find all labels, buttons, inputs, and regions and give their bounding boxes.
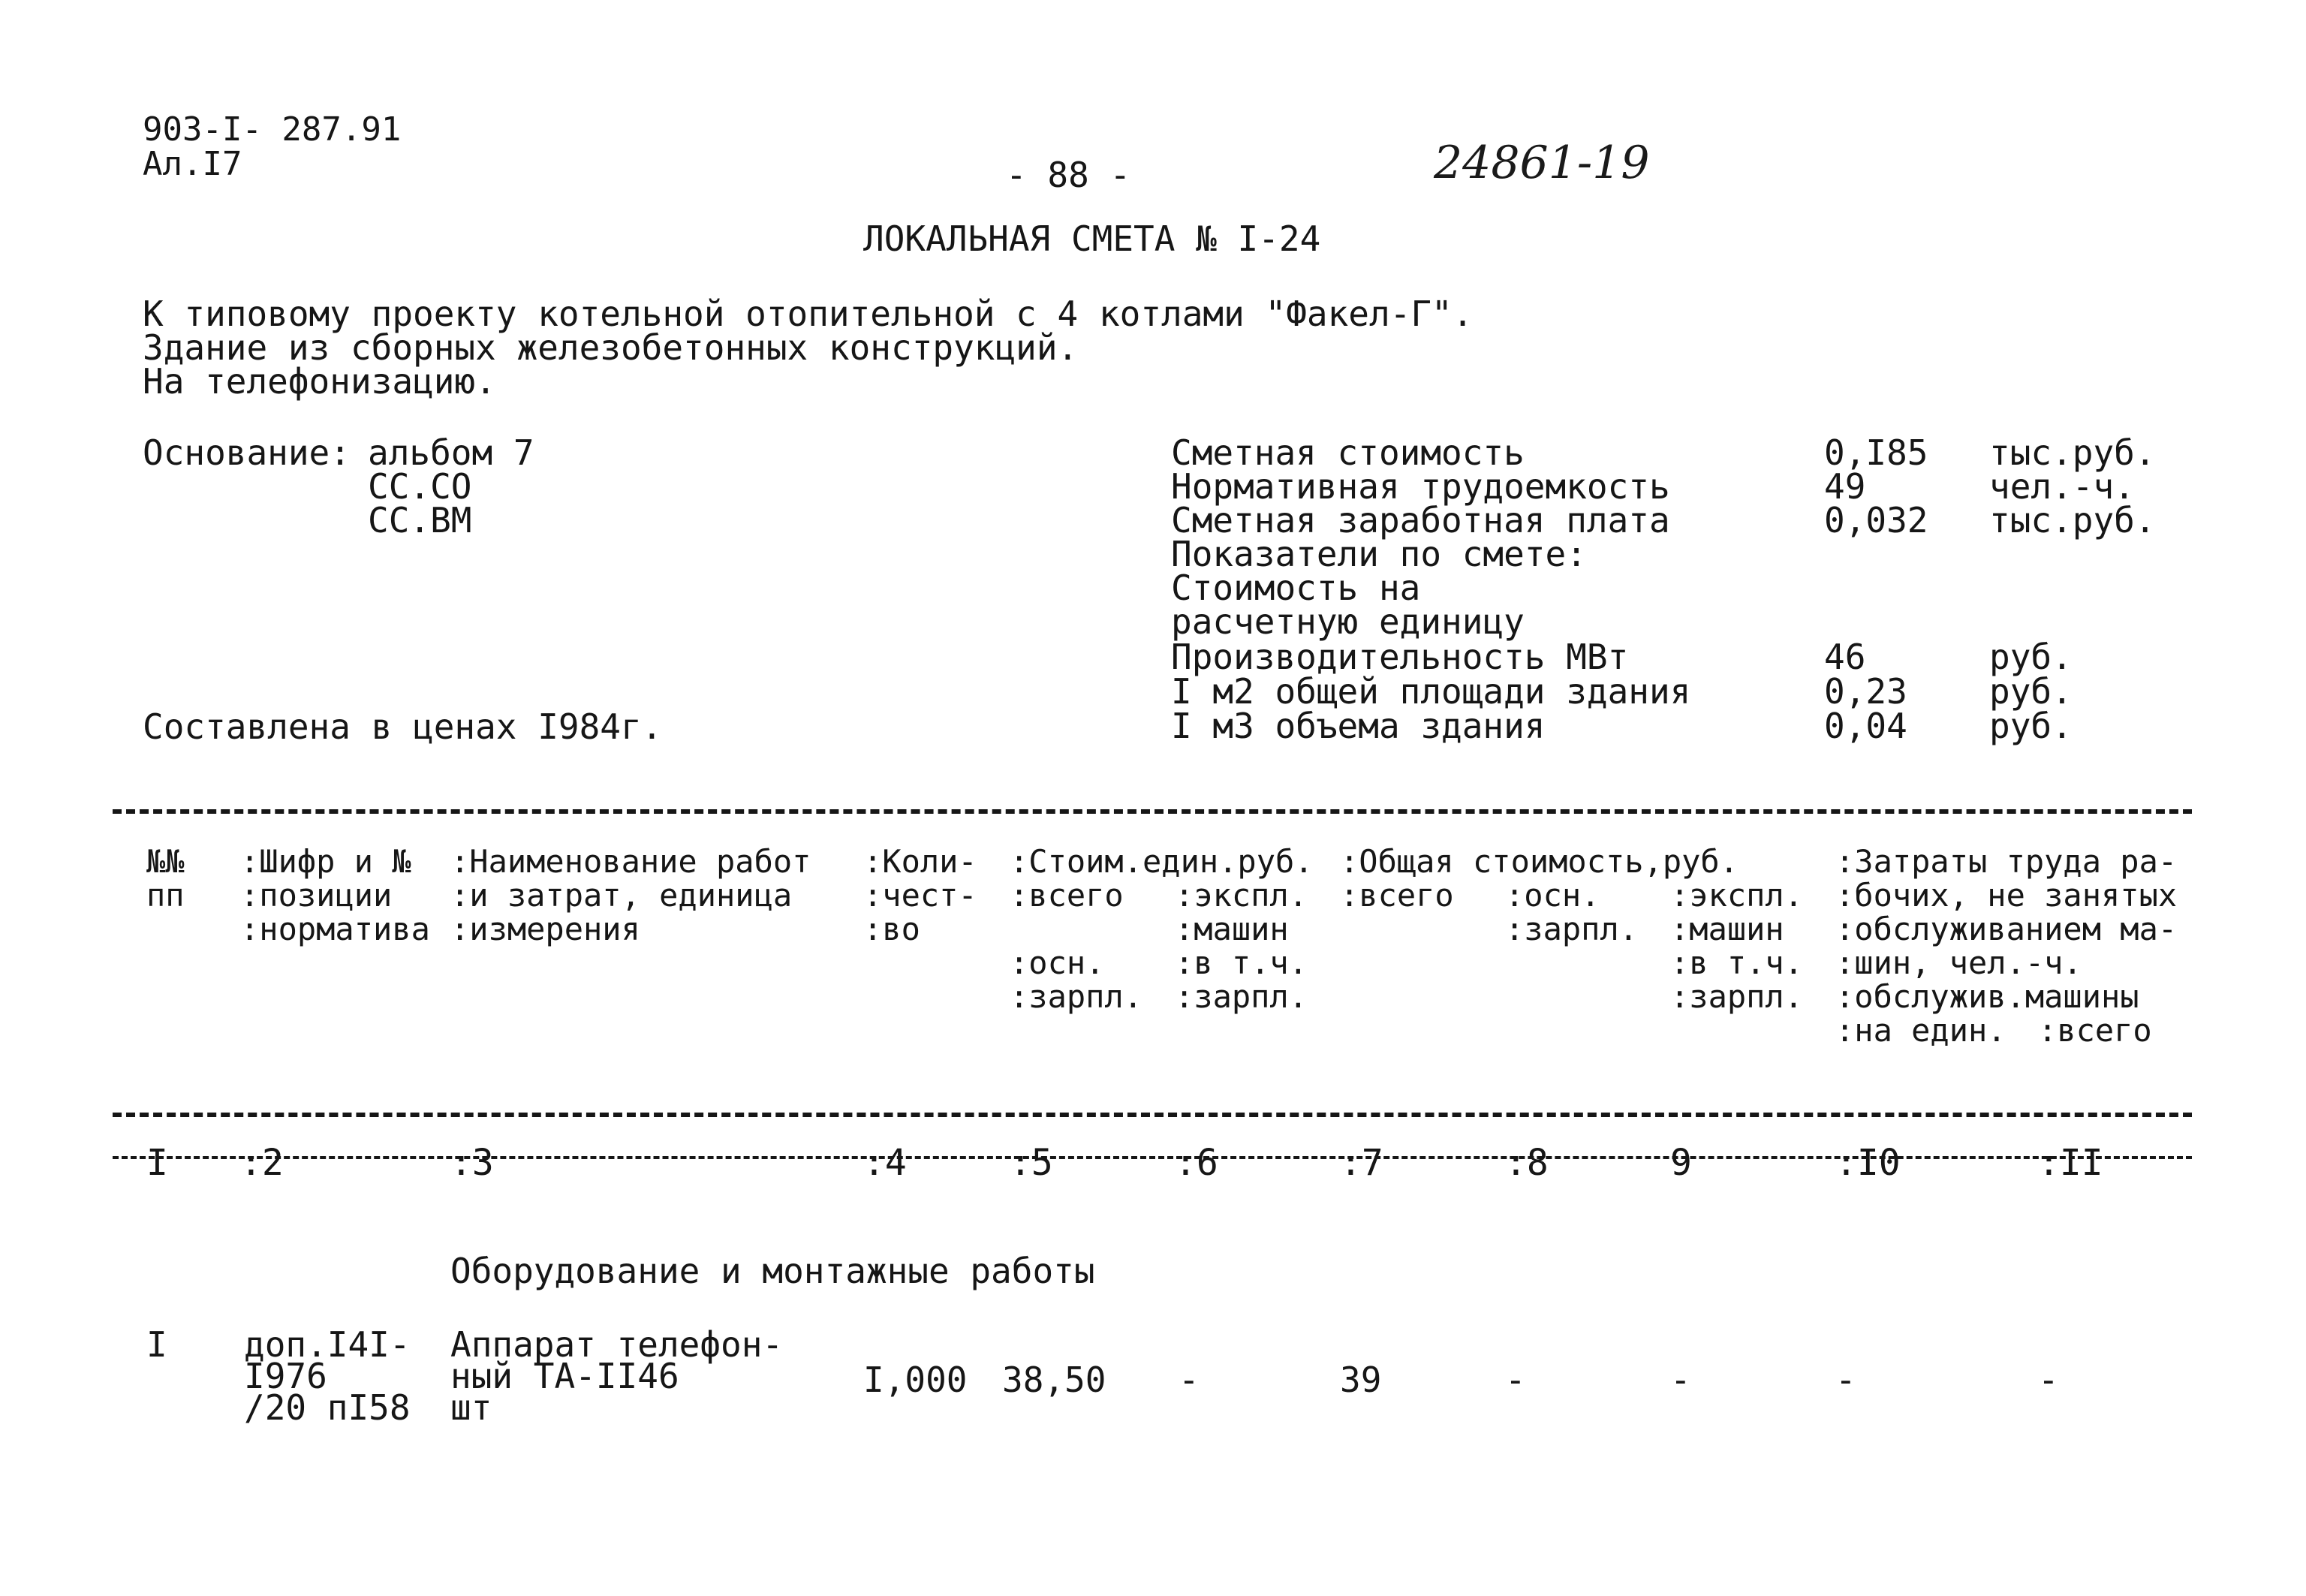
column-number: :5 xyxy=(1010,1142,1053,1184)
header-col-10: :обслужив.машины xyxy=(1835,978,2139,1015)
row-unit-cost: 38,50 xyxy=(1002,1360,1106,1400)
column-number: 9 xyxy=(1670,1142,1692,1184)
header-col-3: :Наименование работ xyxy=(450,843,811,880)
header-col-10: :шин, чел.-ч. xyxy=(1835,944,2082,981)
row-name: шт xyxy=(450,1387,492,1428)
header-col-6: :в т.ч. xyxy=(1175,944,1308,981)
header-col-3: :и затрат, единица xyxy=(450,877,793,914)
header-col-9: :зарпл. xyxy=(1670,978,1804,1015)
header-top-rule xyxy=(113,809,2192,814)
header-col-4: :во xyxy=(863,911,920,947)
header-col-2: :норматива xyxy=(240,911,430,947)
column-number: :6 xyxy=(1175,1142,1218,1184)
header-col-5: :осн. xyxy=(1010,944,1105,981)
header-col-10: :на един. xyxy=(1835,1012,2006,1049)
column-number: :I0 xyxy=(1835,1142,1901,1184)
summary-label: I м3 объема здания xyxy=(1171,706,1546,746)
row-code: доп.I4I- xyxy=(244,1324,411,1365)
summary-label: Производительность МВт xyxy=(1171,637,1629,677)
header-col-1: пп xyxy=(146,877,185,914)
header-col-10: :Затраты труда ра- xyxy=(1835,843,2178,880)
header-bottom-rule xyxy=(113,1113,2192,1117)
column-number: :8 xyxy=(1505,1142,1549,1184)
summary-label: Нормативная трудоемкость xyxy=(1171,466,1670,507)
row-total-wage: - xyxy=(1505,1360,1526,1400)
basis-label: Основание: xyxy=(143,432,351,473)
summary-label: Сметная стоимость xyxy=(1171,432,1525,473)
doc-code: 903-I- 287.91 xyxy=(143,110,402,149)
row-labor-unit: - xyxy=(1835,1360,1856,1400)
header-col-10: :бочих, не занятых xyxy=(1835,877,2178,914)
header-group-total-cost: :Общая стоимость,руб. xyxy=(1340,843,1739,880)
summary-unit: руб. xyxy=(1989,671,2073,712)
summary-value: 46 xyxy=(1824,637,1866,677)
header-col-8: :зарпл. xyxy=(1505,911,1639,947)
header-col-11: :всего xyxy=(2038,1012,2152,1049)
row-total-cost: 39 xyxy=(1340,1360,1382,1400)
intro-line-1: К типовому проекту котельной отопительной с 4 котлами "Факел-Г". xyxy=(143,294,1474,334)
column-number: :7 xyxy=(1340,1142,1383,1184)
header-col-7: :всего xyxy=(1340,877,1454,914)
handwritten-number: 24861-19 xyxy=(1434,137,1650,189)
intro-line-3: На телефонизацию. xyxy=(143,361,496,402)
row-total-machine: - xyxy=(1670,1360,1691,1400)
header-col-6: :зарпл. xyxy=(1175,978,1308,1015)
summary-unit: руб. xyxy=(1989,637,2073,677)
header-col-2: :позиции xyxy=(240,877,393,914)
summary-label: Показатели по смете: xyxy=(1171,534,1587,574)
basis-item: СС.ВМ xyxy=(368,500,472,541)
row-labor-total: - xyxy=(2038,1360,2059,1400)
header-col-2: :Шифр и № xyxy=(240,843,411,880)
header-col-8: :осн. xyxy=(1505,877,1600,914)
row-number: I xyxy=(146,1324,167,1365)
summary-unit: руб. xyxy=(1989,706,2073,746)
header-col-9: :экспл. xyxy=(1670,877,1804,914)
header-col-10: :обслуживанием ма- xyxy=(1835,911,2178,947)
header-col-6: :экспл. xyxy=(1175,877,1308,914)
header-col-9: :в т.ч. xyxy=(1670,944,1804,981)
column-number: :II xyxy=(2038,1142,2103,1184)
column-number: :3 xyxy=(450,1142,494,1184)
row-name: ный ТА-II46 xyxy=(450,1356,679,1396)
summary-unit: тыс.руб. xyxy=(1989,432,2156,473)
document-title: ЛОКАЛЬНАЯ СМЕТА № I-24 xyxy=(863,218,1321,259)
column-number: :4 xyxy=(863,1142,907,1184)
summary-unit: чел.-ч. xyxy=(1989,466,2135,507)
summary-value: 0,032 xyxy=(1824,500,1928,541)
header-col-4: :чест- xyxy=(863,877,977,914)
summary-unit: тыс.руб. xyxy=(1989,500,2156,541)
page-number: - 88 - xyxy=(1006,155,1131,195)
summary-label: I м2 общей площади здания xyxy=(1171,671,1691,712)
column-number: :2 xyxy=(240,1142,284,1184)
basis-item: альбом 7 xyxy=(368,432,534,473)
header-col-9: :машин xyxy=(1670,911,1784,947)
summary-value: 0,I85 xyxy=(1824,432,1928,473)
album-number: Ал.I7 xyxy=(143,145,242,183)
header-col-5: :всего xyxy=(1010,877,1124,914)
header-col-4: :Коли- xyxy=(863,843,977,880)
basis-item: СС.СО xyxy=(368,466,472,507)
header-col-6: :машин xyxy=(1175,911,1289,947)
header-col-1: №№ xyxy=(146,843,185,880)
row-code: /20 пI58 xyxy=(244,1387,411,1428)
intro-line-2: Здание из сборных железобетонных конструкций. xyxy=(143,327,1079,368)
header-col-3: :измерения xyxy=(450,911,640,947)
column-number: I xyxy=(146,1142,168,1184)
row-code: I976 xyxy=(244,1356,327,1396)
section-title: Оборудование и монтажные работы xyxy=(450,1251,1095,1291)
summary-label: Стоимость на xyxy=(1171,568,1421,608)
summary-value: 49 xyxy=(1824,466,1866,507)
summary-label: расчетную единицу xyxy=(1171,601,1525,642)
summary-value: 0,04 xyxy=(1824,706,1907,746)
row-name: Аппарат телефон- xyxy=(450,1324,784,1365)
summary-label: Сметная заработная плата xyxy=(1171,500,1670,541)
compiled-prices: Составлена в ценах I984г. xyxy=(143,706,663,747)
header-group-unit-cost: :Стоим.един.руб. xyxy=(1010,843,1314,880)
summary-value: 0,23 xyxy=(1824,671,1907,712)
header-col-5: :зарпл. xyxy=(1010,978,1143,1015)
row-unit-machine: - xyxy=(1179,1360,1200,1400)
row-quantity: I,000 xyxy=(863,1360,968,1400)
